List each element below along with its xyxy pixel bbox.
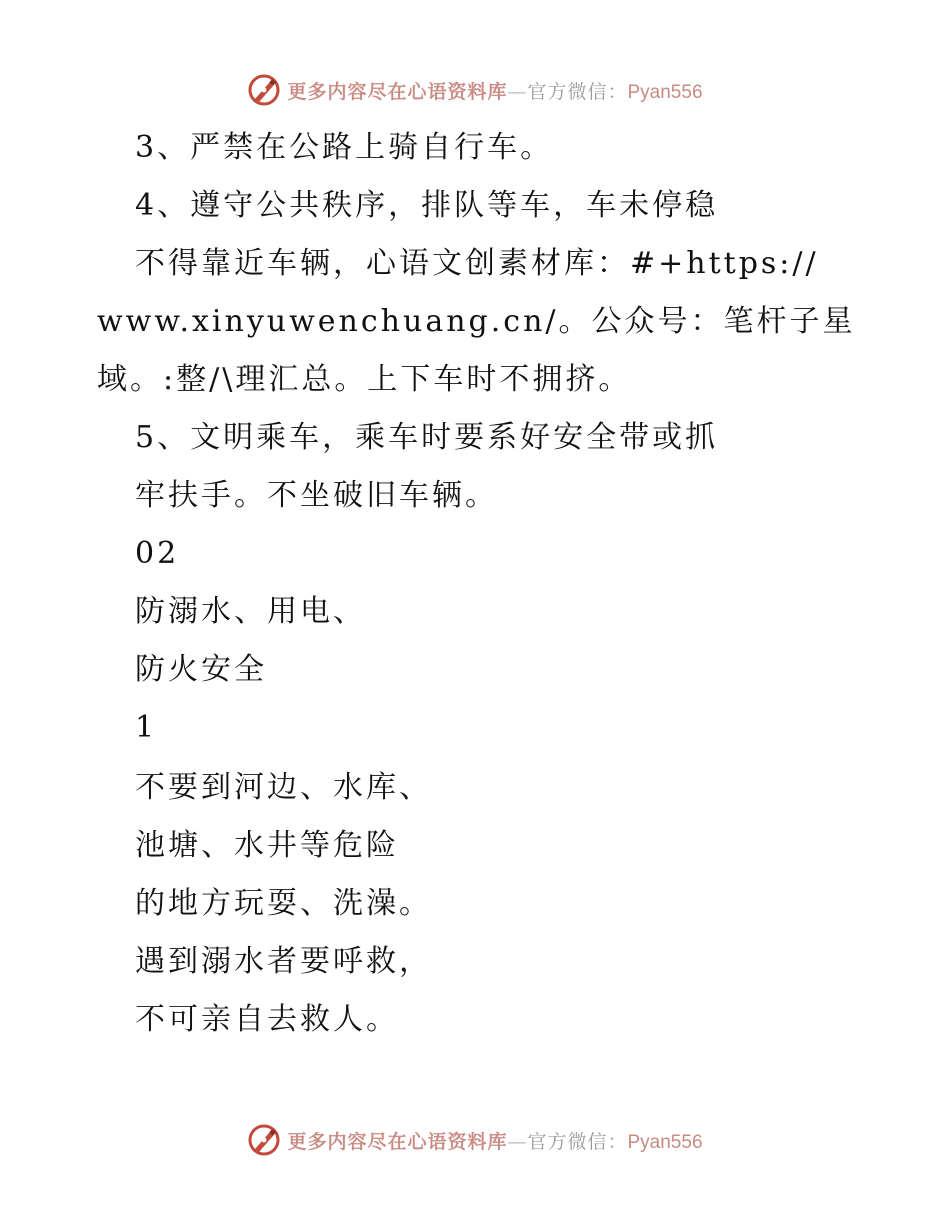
footer-banner-official: 官方微信： (527, 1130, 628, 1153)
pen-logo-icon (247, 73, 281, 107)
header-banner-official: 官方微信： (527, 80, 628, 103)
body-line-1: 3、严禁在公路上骑自行车。 (135, 130, 554, 165)
body-line-5: 域。:整/\理汇总。上下车时不拥挤。 (97, 362, 632, 397)
footer-banner-inner (247, 1123, 702, 1157)
section-heading-line-2: 防火安全 (135, 652, 267, 687)
section-heading-line-1: 防溺水、用电、 (135, 594, 366, 629)
body-line-16: 不可亲自去救人。 (135, 1002, 399, 1037)
header-banner-inner (247, 73, 702, 107)
item-number-1: 1 (135, 710, 158, 745)
header-banner-wechat-id: Pyan556 (627, 81, 703, 103)
header-banner-text (287, 77, 702, 104)
header-banner-dash: — (507, 80, 528, 103)
footer-banner-wechat-id: Pyan556 (627, 1131, 703, 1153)
footer-banner (0, 1120, 950, 1160)
body-line-15: 遇到溺水者要呼救， (135, 944, 432, 979)
footer-banner-text (287, 1127, 702, 1154)
body-line-4: www.xinyuwenchuang.cn/。公众号：笔杆子星 (97, 304, 856, 339)
footer-banner-main: 更多内容尽在心语资料库 (287, 1130, 508, 1153)
body-line-14: 的地方玩耍、洗澡。 (135, 886, 432, 921)
header-banner-main: 更多内容尽在心语资料库 (287, 80, 508, 103)
header-banner (0, 70, 950, 110)
pen-logo-icon (247, 1123, 281, 1157)
body-line-6: 5、文明乘车，乘车时要系好安全带或抓 (135, 420, 719, 455)
section-number-02: 02 (135, 536, 180, 571)
body-line-3: 不得靠近车辆，心语文创素材库：#+https:// (135, 246, 819, 281)
body-line-13: 池塘、水井等危险 (135, 828, 399, 863)
body-line-7: 牢扶手。不坐破旧车辆。 (135, 478, 498, 513)
body-line-2: 4、遵守公共秩序，排队等车，车未停稳 (135, 188, 719, 223)
body-line-12: 不要到河边、水库、 (135, 770, 432, 805)
footer-banner-dash: — (507, 1130, 528, 1153)
